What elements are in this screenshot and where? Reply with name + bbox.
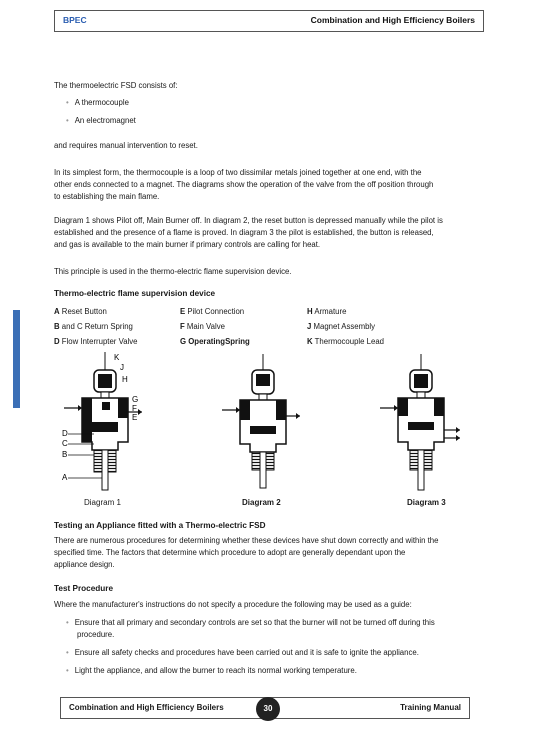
diagram-letter: F <box>132 404 137 413</box>
header-title: Combination and High Efficiency Boilers <box>310 15 475 25</box>
legend-item: K Thermocouple Lead <box>307 337 385 346</box>
para2-line: established and the presence of a flame is proved. In diagram 3 the pilot is established, the button is released, <box>54 228 434 237</box>
para2-line: and gas is available to the main burner if primary controls are calling for heat. <box>54 240 321 249</box>
diagram-letter: K <box>114 353 120 362</box>
intro-item: • A thermocouple <box>66 98 129 107</box>
para1-line: to establishing the main flame. <box>54 192 160 201</box>
testing-line: appliance design. <box>54 560 115 569</box>
intro-text: The thermoelectric FSD consists of: <box>54 81 178 90</box>
testing-line: There are numerous procedures for determining whether these devices have shut down correctly and within the <box>54 536 439 545</box>
reset-text: and requires manual intervention to reset. <box>54 141 198 150</box>
legend-item: F Main Valve <box>180 322 225 331</box>
diagram-2-drawing <box>222 354 300 488</box>
testing-heading: Testing an Appliance fitted with a Thermo-electric FSD <box>54 521 266 530</box>
margin-marker <box>13 310 20 408</box>
para2-line: Diagram 1 shows Pilot off, Main Burner off. In diagram 2, the reset button is depressed manually while the pilot is <box>54 216 443 225</box>
test-procedure-heading: Test Procedure <box>54 584 113 593</box>
diagram-3-drawing <box>380 354 460 490</box>
diagram-letter: B <box>62 450 68 459</box>
legend-item: J Magnet Assembly <box>307 322 376 331</box>
legend-item: A Reset Button <box>54 307 107 316</box>
legend-item: H Armature <box>307 307 347 316</box>
diagram-letter: E <box>132 413 138 422</box>
test-step: • Light the appliance, and allow the burner to reach its normal working temperature. <box>66 666 357 675</box>
diagram-letter: J <box>120 363 124 372</box>
test-step: • Ensure that all primary and secondary controls are set so that the burner will not be turned off during this <box>66 618 435 627</box>
fsd-diagrams <box>54 350 484 498</box>
diagram-letter: D <box>62 429 68 438</box>
legend-item: D Flow Interrupter Valve <box>54 337 138 346</box>
test-step: • Ensure all safety checks and procedures have been carried out and it is safe to ignite the appliance. <box>66 648 419 657</box>
test-procedure-intro: Where the manufacturer's instructions do not specify a procedure the following may be used as a guide: <box>54 600 412 609</box>
page-header <box>54 10 484 32</box>
diagram-letter: C <box>62 439 68 448</box>
footer-manual: Training Manual <box>400 703 461 712</box>
diagram-1-drawing <box>64 352 142 490</box>
legend-item: E Pilot Connection <box>180 307 245 316</box>
legend-item: G OperatingSpring <box>180 337 250 346</box>
para3: This principle is used in the thermo-electric flame supervision device. <box>54 267 292 276</box>
diagram-letter: A <box>62 473 68 482</box>
para1-line: In its simplest form, the thermocouple is a loop of two dissimilar metals joined together at one end, with the <box>54 168 422 177</box>
diagram-1-label: Diagram 1 <box>84 498 121 507</box>
diagram-letter: G <box>132 395 139 404</box>
diagram-2-label: Diagram 2 <box>242 498 281 507</box>
header-org: BPEC <box>63 15 87 25</box>
section-heading: Thermo-electric flame supervision device <box>54 289 216 298</box>
page-number: 30 <box>256 697 280 721</box>
footer-title: Combination and High Efficiency Boilers <box>69 703 224 712</box>
legend-item: B and C Return Spring <box>54 322 133 331</box>
test-step-cont: procedure. <box>77 630 115 639</box>
para1-line: other ends connected to a magnet. The diagrams show the operation of the valve from the off position through <box>54 180 434 189</box>
testing-line: specified time. The factors that determine which procedure to adopt are generally dependant upon the <box>54 548 406 557</box>
diagram-3-label: Diagram 3 <box>407 498 446 507</box>
intro-item: • An electromagnet <box>66 116 136 125</box>
diagram-letter: H <box>122 375 128 384</box>
